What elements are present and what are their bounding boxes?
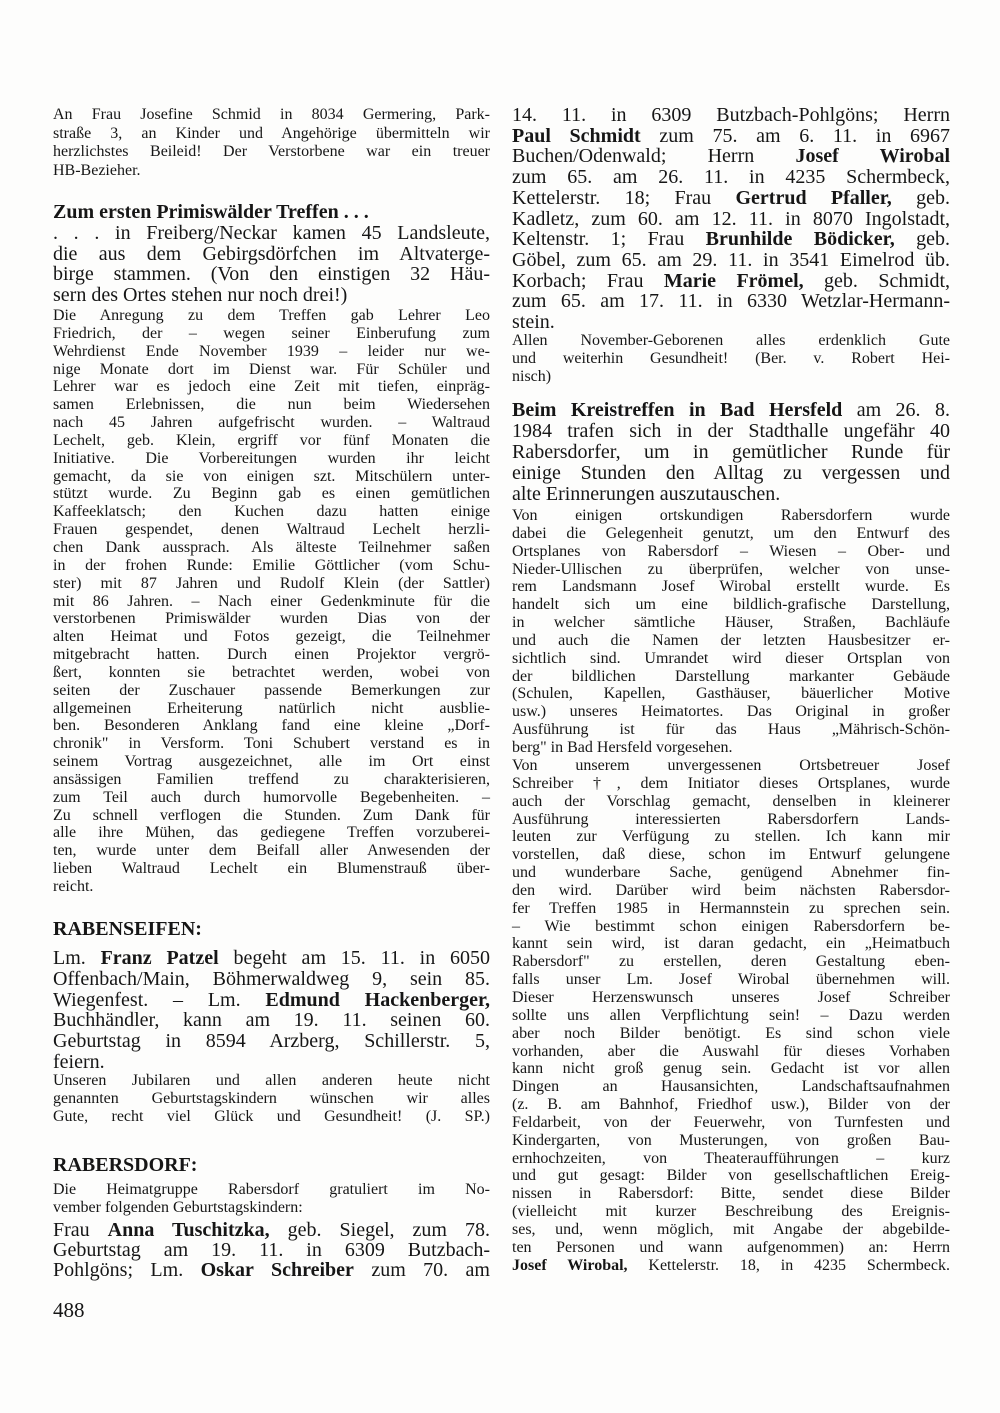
- text-line: genannten Geburtstagskindern wünschen wir alles: [53, 1090, 490, 1107]
- text-line: sichtlich sind. Umrandet wird dieser Ortsplan von: [512, 649, 950, 667]
- text-line: zum Teil auch durch humorvolle Begebenheiten. –: [53, 788, 490, 806]
- text-line: ben. Besonderen Anklang fand eine kleine „Dorf-: [53, 717, 490, 735]
- text-line: Buchen/Odenwald; Herrn Josef Wirobal: [512, 145, 951, 168]
- text-line: Von unserem unvergessenen Ortsbetreuer Josef: [512, 757, 950, 774]
- text-line: Göbel, zum 65. am 29. 11. in 3541 Eimelrod üb.: [512, 248, 950, 271]
- kreistreffen-body-2: [512, 757, 950, 1274]
- text-line: Nieder-Ullischen zu überprüfen, welcher von unse-: [512, 560, 950, 578]
- text-line: Die Anregung zu dem Treffen gab Lehrer Leo: [53, 307, 490, 324]
- text-line: – Wie bestimmt schon einigen Rabersdorfern be-: [512, 917, 950, 935]
- rabersdorf-wishes: [512, 332, 950, 386]
- bold-name: Paul Schmidt: [512, 124, 641, 147]
- text-line: usw.) unseres Heimatortes. Das Original in großer: [512, 703, 950, 721]
- kreistreffen-lead: [512, 400, 950, 505]
- text-line: feiern.: [53, 1050, 105, 1073]
- text-line: kann nicht groß genug sein. Gedacht ist vor allen: [512, 1060, 950, 1078]
- text-line: Initiative. Die Vorbereitungen wurden ihr leicht: [53, 449, 490, 467]
- text-line: ernhochzeiten, von Theateraufführungen – kurz: [512, 1149, 950, 1167]
- text-line: Rabersdorfer, um in gemütlicher Runde für: [512, 441, 950, 463]
- page-number: 488: [53, 1298, 85, 1322]
- rabenseifen-heading: RABENSEIFEN:: [53, 918, 202, 940]
- text-line: Geburtstag in 8594 Arzberg, Schillerstr. 5,: [53, 1030, 490, 1053]
- bold-name: Anna Tuschitzka,: [107, 1219, 270, 1241]
- text-line: Feldarbeit, von der Feuerwehr, von Turnfesten und: [512, 1113, 950, 1131]
- text-line: ßert, konnten sie betrachtet werden, wobei von: [53, 663, 490, 681]
- text-line: (vielleicht mit kurzer Beschreibung des Ereignis-: [512, 1203, 950, 1221]
- text-line: (Schulen, Kapellen, Gasthäuser, bäuerlicher Motive: [512, 685, 950, 703]
- text-line: Lehrer war es jedoch eine Zeit mit tiefen, einpräg-: [53, 378, 490, 396]
- text-line: die aus dem Gebirgsdörfchen im Altvaterge-: [53, 242, 490, 265]
- text-line: sern des Ortes stehen nur noch drei!): [53, 283, 348, 306]
- primiswald-heading: Zum ersten Primiswälder Treffen . . .: [53, 201, 369, 223]
- text-line: Paul Schmidt zum 75. am 6. 11. in 6967: [512, 124, 950, 147]
- text-line: . . . in Freiberg/Neckar kamen 45 Landsleute,: [53, 222, 490, 244]
- rabersdorf-birthdays: [53, 1220, 490, 1280]
- text-line: Unseren Jubilaren und allen anderen heute nicht: [53, 1072, 490, 1089]
- text-line: stein.: [512, 311, 555, 334]
- text-line: den wird. Darüber wird beim nächsten Rabersdor-: [512, 881, 950, 899]
- text-line: Pohlgöns; Lm. Oskar Schreiber zum 70. am: [53, 1259, 490, 1281]
- text-line: Zu schnell verflogen die Stunden. Zum Dank für: [53, 806, 490, 824]
- text-line: ses, und, wenn möglich, mit Angabe der abgebilde-: [512, 1220, 950, 1238]
- bold-name: Brunhilde Bödicker,: [705, 228, 895, 251]
- text-line: straße 3, an Kinder und Angehörige übermitteln wir: [53, 124, 490, 142]
- text-line: Beim Kreistreffen in Bad Hersfeld am 26. 8.: [512, 399, 950, 421]
- text-line: Frauen gespendet, denen Waltraud Lechelt herzli-: [53, 521, 490, 539]
- text-line: Dingen an Hausansichten, Landschaftsaufnahmen: [512, 1078, 950, 1096]
- text-line: der bildlichen Darstellung markanter Gebäude: [512, 667, 950, 685]
- text-line: chen Dank aussprach. Als älteste Teilnehmer saßen: [53, 538, 490, 556]
- text-line: vorhanden, aber die Auswahl für dieses Vorhaben: [512, 1042, 950, 1060]
- text-line: Schreiber †, dem Initiator dieses Ortsplanes, wurde: [512, 774, 950, 792]
- text-line: Lechelt, geb. Klein, ergriff vor fünf Monaten die: [53, 431, 490, 449]
- text-line: alten Heimat und Fotos gezeigt, die Teilnehmer: [53, 628, 490, 646]
- rabersdorf-heading: RABERSDORF:: [53, 1154, 198, 1176]
- text-line: nisch): [512, 368, 552, 385]
- text-line: samen Erlebnissen, die nun beim Wiedersehen: [53, 396, 490, 414]
- text-line: nissen in Rabersdorf: Bitte, sendet diese Bilder: [512, 1185, 950, 1203]
- text-line: 1984 trafen sich in der Stadthalle ungefähr 40: [512, 420, 950, 442]
- text-line: auch der Vorschlag gemacht, denselben in kleinerer: [512, 792, 950, 810]
- text-line: zum 65. am 17. 11. in 6330 Wetzlar-Hermann-: [512, 290, 950, 313]
- bold-name: Beim Kreistreffen in Bad Hersfeld: [512, 399, 843, 421]
- text-line: birge stammen. (Von den einstigen 32 Häu-: [53, 263, 490, 286]
- text-line: seinem Vortrag ausgezeichnet, alle im Ort einst: [53, 753, 490, 771]
- text-line: fer Treffen 1985 in Hermannstein zu sprechen sein.: [512, 899, 950, 917]
- text-line: berg" in Bad Hersfeld vorgesehen.: [512, 738, 733, 756]
- text-line: und auch die Namen der letzten Hausbesitzer er-: [512, 631, 950, 649]
- text-line: und weiterhin Gesundheit! (Ber. v. Robert Hei-: [512, 350, 950, 367]
- text-line: vember folgenden Geburtstagskindern:: [53, 1199, 303, 1216]
- text-line: rem Landsmann Josef Wirobal erstellt wurde. Es: [512, 578, 950, 596]
- text-line: alle ihre Mühen, das gediegene Treffen vorzuberei-: [53, 824, 490, 842]
- text-line: alte Erinnerungen auszutauschen.: [512, 483, 781, 505]
- text-line: ansässigen Familien treffend zu charakterisieren,: [53, 770, 490, 788]
- text-line: Josef Wirobal, Kettelerstr. 18, in 4235 Schermbeck.: [512, 1256, 950, 1274]
- rabenseifen-wishes: [53, 1072, 490, 1126]
- text-line: gemacht, da sie von einigen szt. Mitschülern unter-: [53, 467, 490, 485]
- text-line: in der frohen Runde: Emilie Göttlicher (vom Schu-: [53, 556, 490, 574]
- text-line: Kindergarten, von Musterungen, von großen Bau-: [512, 1131, 950, 1149]
- bold-name: Edmund Hackenberger,: [265, 988, 490, 1011]
- text-line: mit 86 Jahren. – Nach einer Gedenkminute für die: [53, 592, 490, 610]
- text-line: Kaffeeklatsch; den Kuchen dazu hatten einige: [53, 503, 490, 521]
- text-line: allgemeinen Erheiterung natürlich nicht ausblie-: [53, 699, 490, 717]
- text-line: und wunderbare Sache, genügend Abnehmer fin-: [512, 864, 950, 882]
- text-line: Wehrdienst Ende November 1939 – leider nur we-: [53, 342, 490, 360]
- text-line: verstorbenen Primiswälder wurden Dias von der: [53, 610, 490, 628]
- text-line: 14. 11. in 6309 Butzbach-Pohlgöns; Herrn: [512, 104, 950, 126]
- text-line: Buchhändler, kann am 19. 11. seinen 60.: [53, 1009, 490, 1032]
- text-line: falls unser Lm. Josef Wirobal übernehmen will.: [512, 971, 950, 989]
- text-line: sollte uns allen Verpflichtung sein! – Dazu werden: [512, 1006, 950, 1024]
- text-line: und gut gesagt: Bilder von gesellschaftlichen Ereig-: [512, 1167, 950, 1185]
- text-line: An Frau Josefine Schmid in 8034 Germering, Park-: [53, 106, 490, 123]
- bold-name: Josef Wirobal: [795, 145, 951, 168]
- text-line: Ortsplanes von Rabersdorf – Wiesen – Ober- und: [512, 542, 950, 560]
- text-line: ster) mit 87 Jahren und Rudolf Klein (der Sattler): [53, 574, 490, 592]
- text-line: HB-Bezieher.: [53, 161, 141, 179]
- text-line: Kadletz, zum 60. am 12. 11. in 8070 Ingolstadt,: [512, 207, 950, 230]
- text-line: Offenbach/Main, Böhmerwaldweg 9, sein 85.: [53, 967, 490, 990]
- text-line: aber noch Bilder benötigt. Es sind schon viele: [512, 1024, 950, 1042]
- text-line: dabei die Gelegenheit genutzt, um den Entwurf des: [512, 524, 950, 542]
- text-line: kannt sein wird, ist daran gedacht, ein „Heimatbuch: [512, 935, 950, 953]
- rabersdorf-birthdays-continued: [512, 105, 950, 333]
- text-line: Ausführung interessierten Rabersdorfern Lands-: [512, 810, 950, 828]
- text-line: einige Stunden den Alltag zu vergessen und: [512, 462, 950, 484]
- text-line: in welcher sämtliche Häuser, Straßen, Bachläufe: [512, 614, 950, 632]
- bold-name: Oskar Schreiber: [200, 1259, 354, 1281]
- text-line: handelt sich um eine bildlich-grafische Darstellung,: [512, 596, 950, 614]
- condolence-paragraph: [53, 106, 490, 180]
- text-line: zum 65. am 26. 11. in 4235 Schermbeck,: [512, 166, 950, 189]
- text-line: Friedrich, der – wegen seiner Einberufung zum: [53, 324, 490, 342]
- text-line: Kettelerstr. 18; Frau Gertrud Pfaller, geb.: [512, 186, 950, 209]
- text-line: ten, wurde unter dem Beifall aller Anwesenden der: [53, 842, 490, 860]
- rabenseifen-birthdays: [53, 948, 490, 1073]
- text-line: herzlichstes Beileid! Der Verstorbene war ein treuer: [53, 143, 490, 160]
- text-line: mitgebracht hatten. Durch einen Projektor vergrö-: [53, 646, 490, 664]
- text-line: nige Monate dort im Dienst war. Für Schüler und: [53, 360, 490, 378]
- text-line: seiten der Zuschauer passende Bemerkungen zur: [53, 681, 490, 699]
- text-line: stützt wurde. Zu Beginn gab es einen gemütlichen: [53, 485, 490, 503]
- text-line: Frau Anna Tuschitzka, geb. Siegel, zum 78.: [53, 1219, 490, 1241]
- kreistreffen-body-1: [512, 507, 950, 757]
- text-line: reicht.: [53, 878, 94, 895]
- text-line: Korbach; Frau Marie Frömel, geb. Schmidt,: [512, 269, 951, 292]
- rabersdorf-intro: [53, 1181, 490, 1217]
- text-line: Von einigen ortskundigen Rabersdorfern wurde: [512, 507, 950, 524]
- bold-name: Gertrud Pfaller,: [735, 186, 892, 209]
- text-line: Allen November-Geborenen alles erdenklich Gute: [512, 332, 950, 349]
- text-line: Die Heimatgruppe Rabersdorf gratuliert im No-: [53, 1181, 490, 1198]
- text-line: Keltenstr. 1; Frau Brunhilde Bödicker, geb.: [512, 228, 950, 251]
- text-line: Gute, recht viel Glück und Gesundheit! (J. SP.): [53, 1108, 490, 1125]
- primiswald-body: [53, 307, 490, 896]
- text-line: lieben Waltraud Lechelt ein Blumenstrauß über-: [53, 860, 490, 878]
- primiswald-lead: [53, 223, 490, 305]
- text-line: nach 45 Jahren aufgefrischt wurden. – Waltraud: [53, 414, 490, 432]
- text-line: ten Personen und wann aufgenommen) an: Herrn: [512, 1238, 950, 1256]
- text-line: Ausführung ist für das Haus „Mährisch-Schön-: [512, 721, 950, 739]
- text-line: Wiegenfest. – Lm. Edmund Hackenberger,: [53, 988, 490, 1011]
- text-line: vorstellen, daß diese, schon im Entwurf gelungene: [512, 846, 950, 864]
- text-line: Lm. Franz Patzel begeht am 15. 11. in 6050: [53, 947, 490, 969]
- text-line: Geburtstag am 19. 11. in 6309 Butzbach-: [53, 1239, 490, 1261]
- bold-name: Franz Patzel: [100, 947, 219, 969]
- text-line: chronik" in Versform. Toni Schubert verstand es in: [53, 735, 490, 753]
- bold-name: Josef Wirobal,: [512, 1256, 628, 1274]
- text-line: Rabersdorf" zu erstellen, deren Gestaltung eben-: [512, 953, 950, 971]
- text-line: Dieser Herzenswunsch unseres Josef Schreiber: [512, 988, 950, 1006]
- text-line: (z. B. am Bahnhof, Friedhof usw.), Bilder von der: [512, 1096, 950, 1114]
- text-line: leuten zur Verfügung zu stellen. Ich kann mir: [512, 828, 950, 846]
- bold-name: Marie Frömel,: [663, 269, 804, 292]
